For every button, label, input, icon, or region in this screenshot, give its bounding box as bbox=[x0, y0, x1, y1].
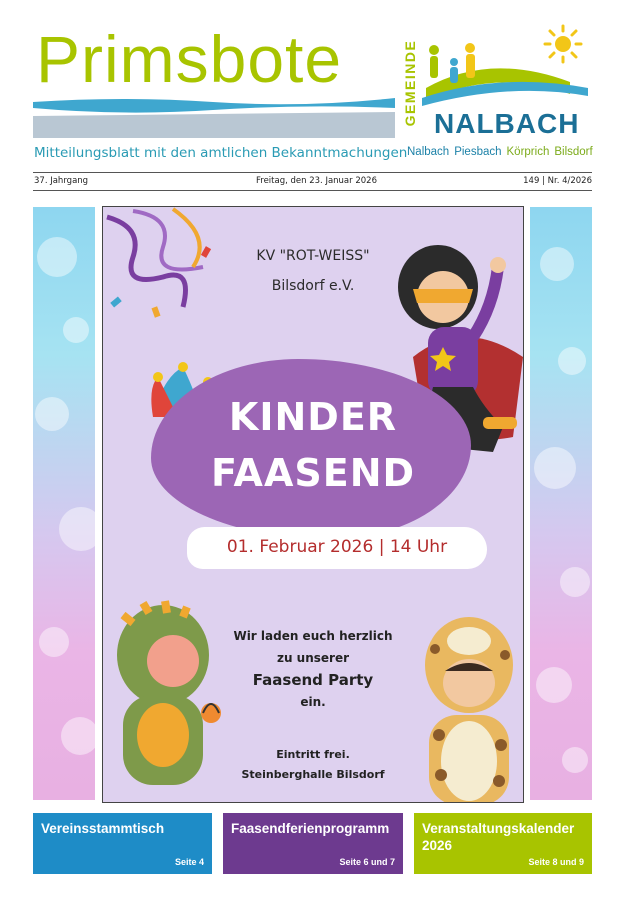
right-bokeh-panel bbox=[530, 207, 592, 800]
village-list bbox=[407, 146, 593, 158]
issue-date: Freitag, den 23. Januar 2026 bbox=[256, 176, 377, 186]
giraffe-child-illustration bbox=[415, 605, 523, 803]
event-poster bbox=[102, 206, 524, 803]
invitation-text: Wir laden euch herzlich zu unserer Faasend Party ein. bbox=[233, 629, 393, 709]
event-headline: KINDER FAASEND bbox=[210, 395, 416, 495]
wave-graphic bbox=[33, 92, 395, 140]
village-piesbach: Piesbach bbox=[454, 146, 502, 158]
teaser-page: Seite 8 und 9 bbox=[528, 857, 584, 867]
left-bokeh-panel bbox=[33, 207, 95, 800]
newspaper-subtitle: Mitteilungsblatt mit den amtlichen Bekanntmachungen bbox=[34, 145, 408, 161]
nalbach-logo-graphic bbox=[420, 22, 590, 108]
teaser-title: Faasendferienprogramm bbox=[231, 821, 390, 836]
gemeinde-label: GEMEINDE bbox=[402, 39, 418, 127]
issue-number: 149 | Nr. 4/2026 bbox=[523, 176, 592, 186]
teaser-box-vereinsstammtisch[interactable] bbox=[33, 813, 212, 874]
issue-volume: 37. Jahrgang bbox=[34, 176, 89, 186]
streamers-graphic bbox=[103, 207, 243, 337]
teaser-page: Seite 4 bbox=[174, 857, 204, 867]
municipality-name: NALBACH bbox=[434, 108, 580, 139]
village-bilsdorf: Bilsdorf bbox=[554, 146, 593, 158]
event-date: 01. Februar 2026 | 14 Uhr bbox=[226, 537, 448, 557]
club-name: KV "ROT-WEISS" Bilsdorf e.V. bbox=[256, 248, 370, 294]
newspaper-title: Primsbote bbox=[36, 22, 343, 96]
header-rule-top bbox=[33, 172, 592, 173]
village-koerprich: Körprich bbox=[506, 146, 550, 158]
teaser-title: Vereinsstammtisch bbox=[41, 821, 165, 836]
teaser-page: Seite 6 und 7 bbox=[339, 857, 395, 867]
teaser-box-faasendferienprogramm[interactable] bbox=[223, 813, 403, 874]
village-nalbach: Nalbach bbox=[407, 146, 450, 158]
dinosaur-child-illustration bbox=[103, 595, 233, 803]
header-rule-bottom bbox=[33, 190, 592, 191]
teaser-title: Veranstaltungskalender 2026 bbox=[422, 821, 575, 853]
entry-info: Eintritt frei. Steinberghalle Bilsdorf bbox=[241, 748, 385, 781]
teaser-box-veranstaltungskalender[interactable] bbox=[414, 813, 592, 874]
